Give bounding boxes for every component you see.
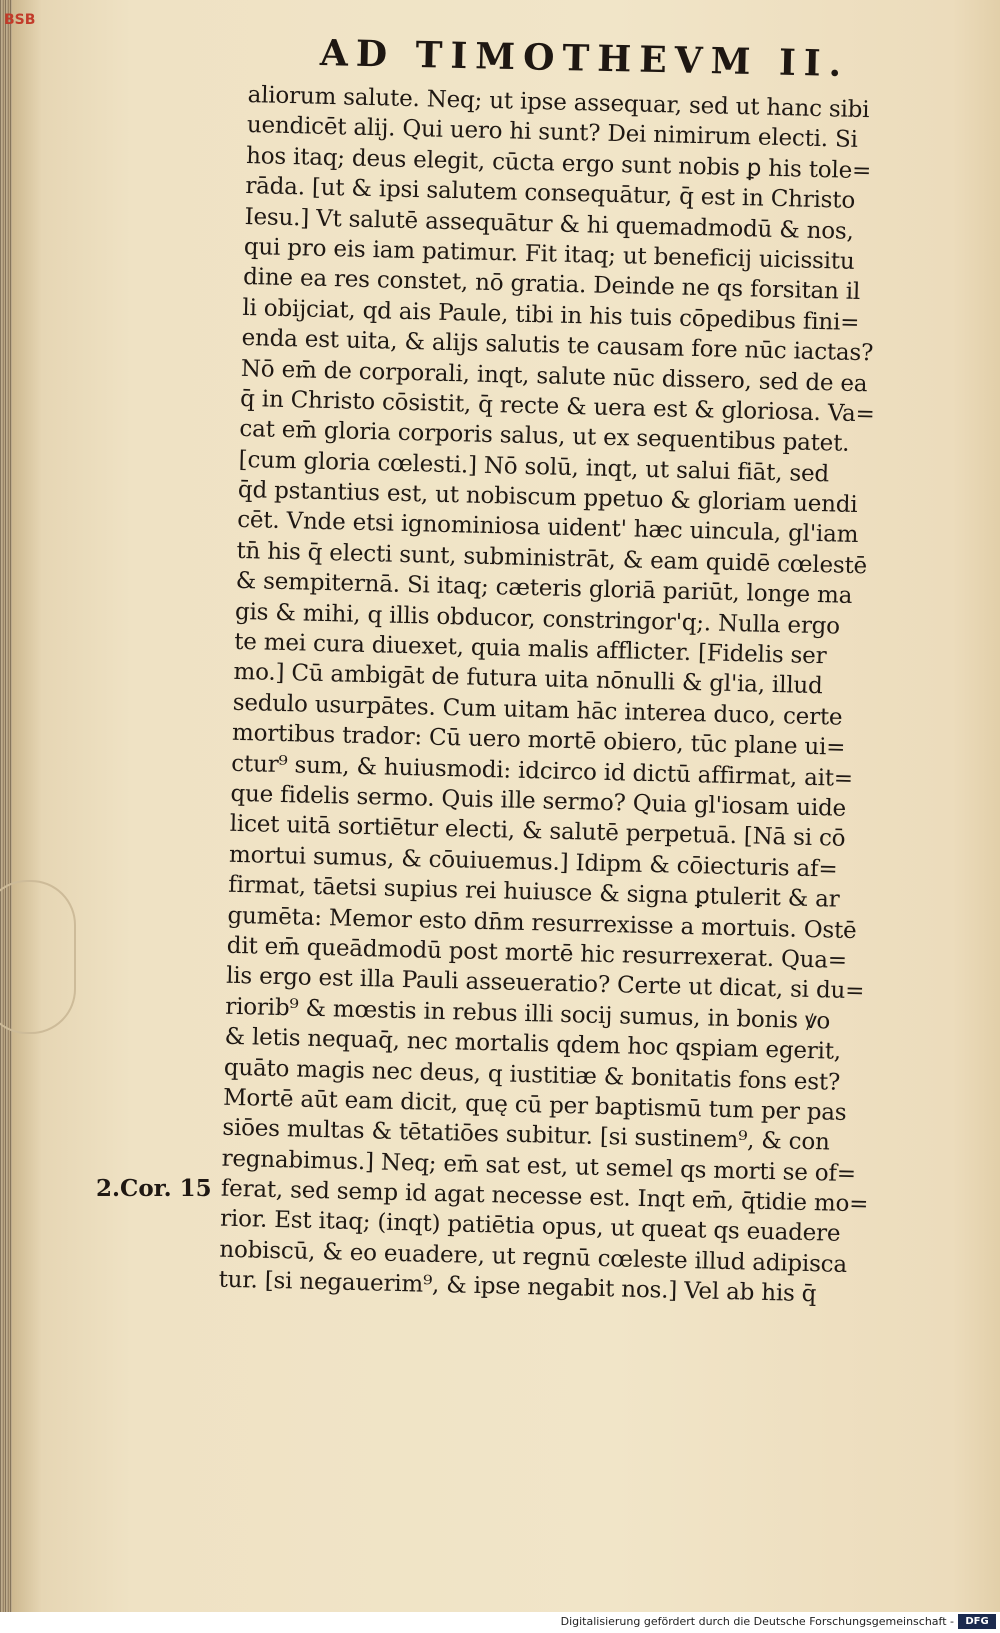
text-line: licet uitā sortiētur electi, & salutē perpetuā. [Nā si cō <box>229 811 846 853</box>
text-line: aliorum salute. Neq; ut ipse assequar, sed ut hanc sibi <box>247 81 870 124</box>
text-line: li obijciat, qd ais Paule, tibi in his tuis cōpedibus fini= <box>242 294 860 336</box>
text-line: firmat, tāetsi supius rei huiusce & signa ꝑtulerit & ar <box>228 871 840 913</box>
text-line: gumēta: Memor esto dn̄m resurrexisse a mortuis. Ostē <box>227 902 857 944</box>
text-line: quāto magis nec deus, q iustitiæ & bonitatis fons est? <box>223 1054 841 1096</box>
text-line: dine ea res constet, nō gratia. Deinde ne qs forsitan il <box>242 264 861 306</box>
text-line: siōes multas & tētatiōes subitur. [si sustinem⁹, & con <box>222 1114 830 1156</box>
text-line: qui pro eis iam patimur. Fit itaq; ut beneficij uicissitu <box>243 233 855 275</box>
text-line: rior. Est itaq; (inqt) patiētia opus, ut queat qs euadere <box>219 1206 841 1248</box>
dfg-logo: DFG <box>958 1614 996 1629</box>
text-line: enda est uita, & alijs salutis te causam fore nūc iactas? <box>241 325 874 367</box>
text-line: Mortē aūt eam dicit, quę cū per baptismū tum per pas <box>222 1084 847 1126</box>
book-gutter <box>0 0 12 1612</box>
text-line: ctur⁹ sum, & huiusmodi: idcirco id dictū affirmat, ait= <box>230 750 854 792</box>
running-head: AD TIMOTHEVM II. <box>319 32 850 86</box>
text-line: rāda. [ut & ipsi salutem consequātur, q̄ est in Christo <box>245 173 856 215</box>
text-line: que fidelis sermo. Quis ille sermo? Quia gl'iosam uide <box>230 780 847 822</box>
text-line: cēt. Vnde etsi ignominiosa uident' hæc uincula, gl'iam <box>236 507 859 549</box>
text-line: lis ergo est illa Pauli asseueratio? Certe ut dicat, si du= <box>225 963 865 1005</box>
text-line: uendicēt alij. Qui uero hi sunt? Dei nimirum electi. Si <box>246 112 859 154</box>
margin-note: 2.Cor. 15 <box>96 1175 212 1202</box>
footer-bar <box>0 1612 1000 1633</box>
text-line: & sempiternā. Si itaq; cæteris gloriā pariūt, longe ma <box>235 568 853 610</box>
text-line: mortui sumus, & cōuiuemus.] Idipm & cōiecturis af= <box>228 841 838 883</box>
text-line: mo.] Cū ambigāt de futura uita nōnulli & gl'ia, illud <box>233 659 823 700</box>
text-line: cat em̄ gloria corporis salus, ut ex sequentibus patet. <box>239 416 850 458</box>
text-line: mortibus trador: Cū uero mortē obiero, tūc plane ui= <box>231 720 846 761</box>
text-line: ferat, sed semp id agat necesse est. Inqt em̄, q̄tidie mo= <box>220 1175 869 1218</box>
text-block <box>218 80 937 1312</box>
text-line: [cum gloria cœlesti.] Nō solū, inqt, ut salui fiāt, sed <box>238 446 830 487</box>
text-line: tn̄ his q̄ electi sunt, subministrāt, & eam quidē cœlestē <box>236 537 868 580</box>
text-line: te mei cura diuexet, quia malis afflicter. [Fidelis ser <box>233 628 827 670</box>
text-line: gis & mihi, q illis obducor, constringor'q;. Nulla ergo <box>234 598 841 640</box>
text-line: dit em̄ queādmodū post mortē hic resurrexerat. Qua= <box>226 932 848 974</box>
text-line: & letis nequaq̄, nec mortalis qdem hoc qspiam egerit, <box>224 1023 842 1065</box>
library-stamp: BSB <box>4 12 36 28</box>
text-line: hos itaq; deus elegit, cūcta ergo sunt nobis ꝑ his tole= <box>245 142 872 185</box>
text-line: sedulo usurpātes. Cum uitam hāc interea duco, certe <box>232 689 843 731</box>
text-line: nobiscū, & eo euadere, ut regnū cœleste illud adipisca <box>219 1236 848 1278</box>
text-line: riorib⁹ & mœstis in rebus illi socij sumus, in bonis ꝟo <box>225 993 831 1035</box>
text-line: Iesu.] Vt salutē assequātur & hi quemadmodū & nos, <box>244 203 854 245</box>
text-line: Nō em̄ de corporali, inqt, salute nūc dissero, sed de ea <box>240 355 868 397</box>
text-line: q̄ in Christo cōsistit, q̄ recte & uera est & gloriosa. Va= <box>239 385 875 428</box>
text-line: q̄d pstantius est, ut nobiscum ppetuo & gloriam uendi <box>237 476 858 519</box>
funding-credit: Digitalisierung gefördert durch die Deutsche Forschungsgemeinschaft - <box>560 1615 954 1628</box>
text-line: regnabimus.] Neq; em̄ sat est, ut semel qs morti se of= <box>221 1145 857 1187</box>
page-tab-outline <box>0 880 76 1034</box>
text-line: tur. [si negauerim⁹, & ipse negabit nos.] Vel ab his q̄ <box>218 1266 817 1308</box>
